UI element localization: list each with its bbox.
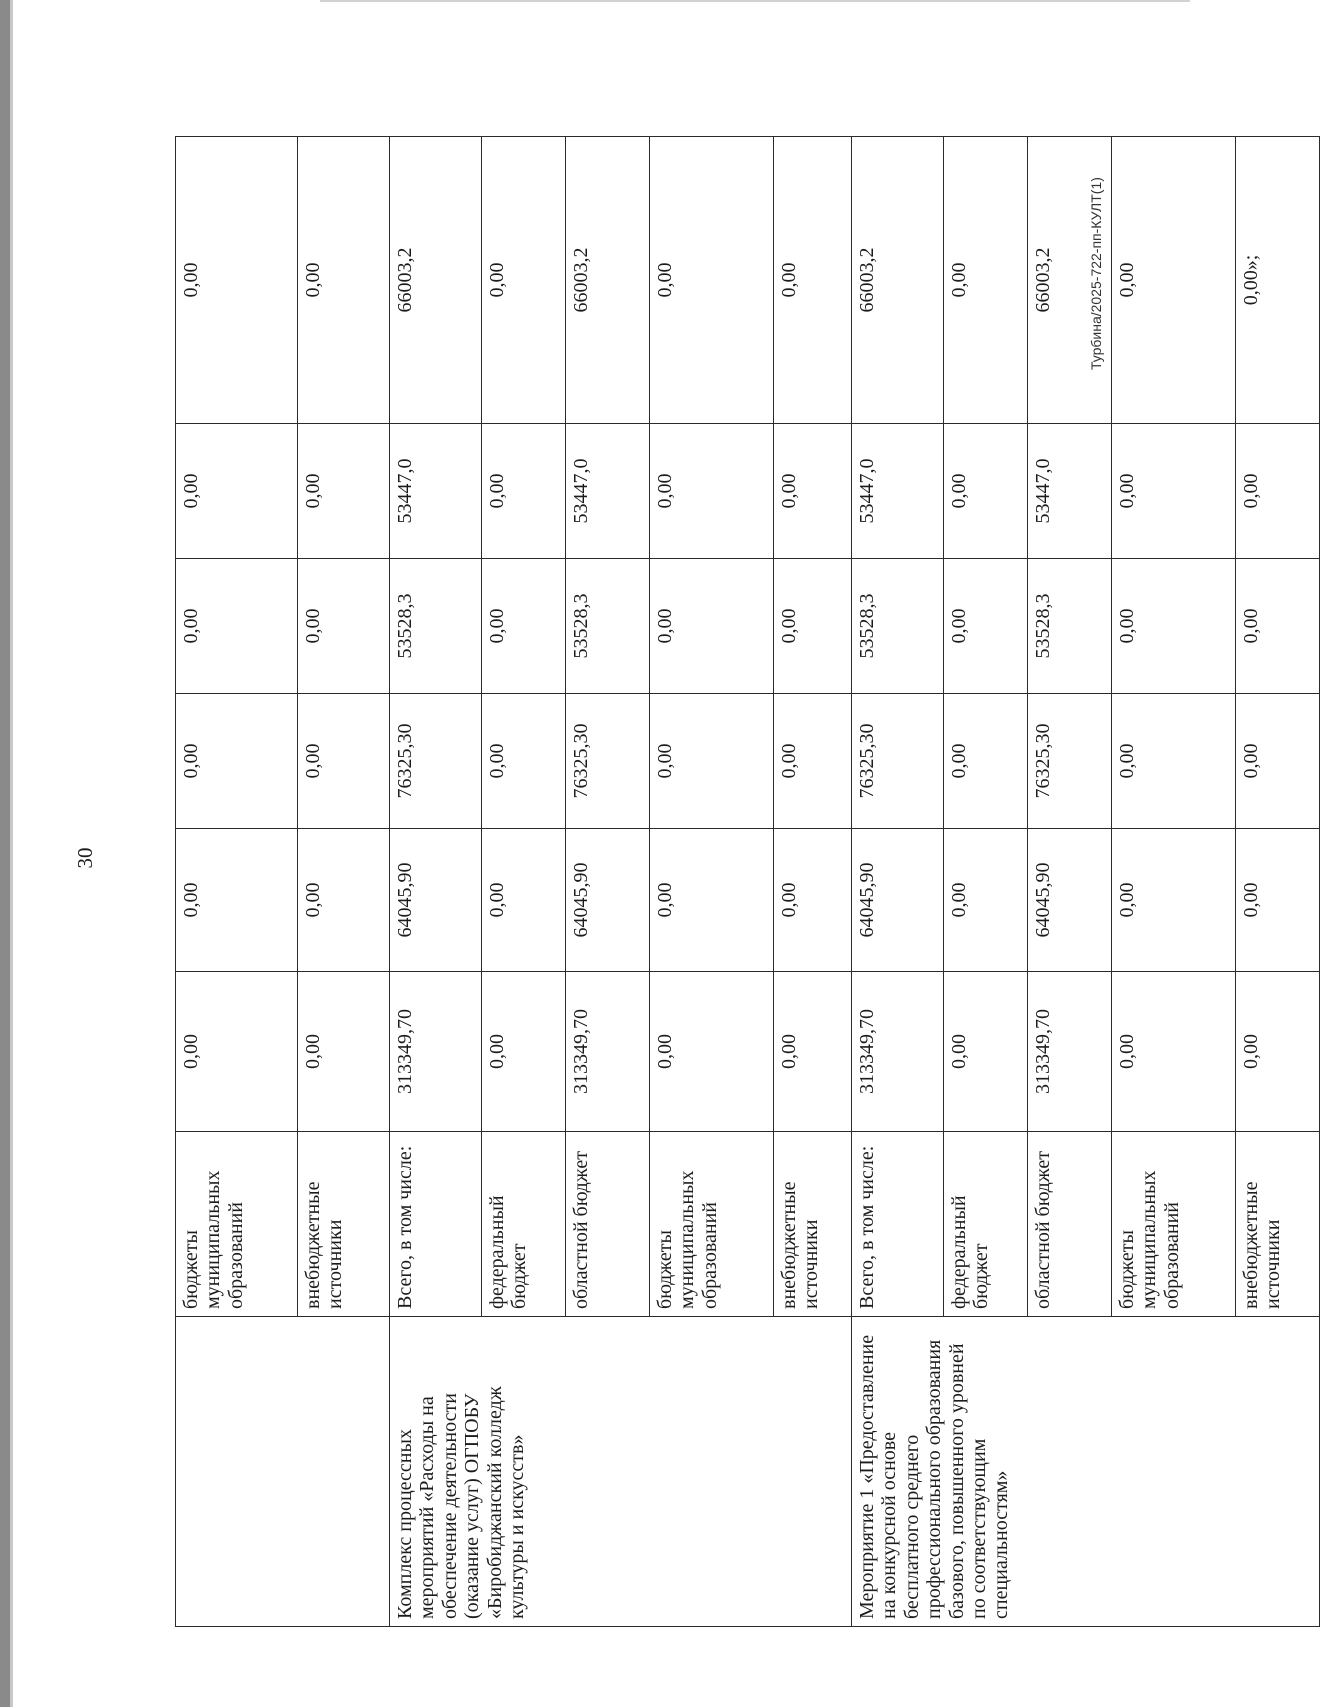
funding-source-cell: бюджеты муниципальных образований	[650, 1132, 774, 1317]
amount-cell: 66003,2	[1028, 137, 1112, 424]
amount-cell: 313349,70	[1028, 972, 1112, 1132]
page-number: 30	[73, 847, 97, 869]
amount-cell: 53447,0	[390, 424, 482, 559]
table-row	[852, 137, 944, 1627]
amount-cell: 0,00	[482, 137, 566, 424]
amount-cell: 0,00	[650, 972, 774, 1132]
amount-cell: 53447,0	[566, 424, 650, 559]
funding-source-cell: внебюджетные источники	[1236, 1132, 1320, 1317]
amount-cell: 0,00	[1112, 137, 1236, 424]
amount-cell: 76325,30	[852, 694, 944, 829]
amount-cell: 53528,3	[852, 559, 944, 694]
amount-cell: 0,00	[774, 137, 852, 424]
amount-cell: 0,00	[176, 829, 298, 972]
amount-cell: 313349,70	[566, 972, 650, 1132]
amount-cell: 0,00	[650, 694, 774, 829]
amount-cell: 0,00	[1112, 972, 1236, 1132]
amount-cell: 76325,30	[390, 694, 482, 829]
amount-cell: 0,00	[482, 972, 566, 1132]
activity-label-cell	[176, 1317, 390, 1627]
amount-cell: 0,00	[650, 559, 774, 694]
table-row	[390, 137, 482, 1627]
amount-cell: 0,00	[774, 559, 852, 694]
amount-cell: 0,00	[650, 137, 774, 424]
amount-cell: 64045,90	[1028, 829, 1112, 972]
funding-source-cell: Всего, в том числе:	[852, 1132, 944, 1317]
amount-cell: 0,00	[176, 972, 298, 1132]
amount-cell: 0,00	[298, 559, 390, 694]
amount-cell: 0,00	[176, 137, 298, 424]
funding-source-cell: областной бюджет	[566, 1132, 650, 1317]
amount-cell: 0,00	[298, 972, 390, 1132]
amount-cell: 0,00	[176, 559, 298, 694]
funding-source-cell: бюджеты муниципальных образований	[176, 1132, 298, 1317]
amount-cell: 64045,90	[390, 829, 482, 972]
scan-edge-shadow	[0, 0, 10, 1707]
amount-cell: 66003,2	[566, 137, 650, 424]
amount-cell: 66003,2	[852, 137, 944, 424]
amount-cell: 64045,90	[566, 829, 650, 972]
amount-cell: 0,00	[944, 424, 1028, 559]
amount-cell: 0,00	[774, 829, 852, 972]
amount-cell: 0,00	[1112, 829, 1236, 972]
amount-cell: 0,00	[774, 972, 852, 1132]
amount-cell: 53528,3	[1028, 559, 1112, 694]
amount-cell: 0,00	[944, 694, 1028, 829]
amount-cell: 0,00	[650, 829, 774, 972]
funding-source-cell: Всего, в том числе:	[390, 1132, 482, 1317]
funding-source-cell: внебюджетные источники	[298, 1132, 390, 1317]
amount-cell: 0,00	[482, 559, 566, 694]
amount-cell: 76325,30	[1028, 694, 1112, 829]
activity-label-cell: Мероприятие 1 «Предоставление на конкурсной основе бесплатного среднего профессионального образования базового, повышенного уровней по соответствующим специальностям»	[852, 1317, 1320, 1627]
scan-edge-shadow	[10, 0, 13, 1707]
amount-cell: 0,00	[944, 559, 1028, 694]
amount-cell: 0,00	[482, 829, 566, 972]
amount-cell: 0,00	[944, 972, 1028, 1132]
funding-source-cell: внебюджетные источники	[774, 1132, 852, 1317]
amount-cell: 53528,3	[566, 559, 650, 694]
amount-cell: 64045,90	[852, 829, 944, 972]
amount-cell: 0,00	[650, 424, 774, 559]
amount-cell: 0,00	[482, 424, 566, 559]
activity-label-cell: Комплекс процессных мероприятий «Расходы на обеспечение деятельности (оказание услуг) ОГПОБУ «Биробиджанский колледж культуры и искусств»	[390, 1317, 852, 1627]
amount-cell: 313349,70	[390, 972, 482, 1132]
scan-top-edge	[320, 0, 1190, 2]
amount-cell: 0,00	[774, 694, 852, 829]
funding-source-cell: федеральный бюджет	[482, 1132, 566, 1317]
amount-cell: 0,00	[1236, 972, 1320, 1132]
amount-cell: 313349,70	[852, 972, 944, 1132]
amount-cell: 0,00	[298, 694, 390, 829]
amount-cell: 53447,0	[852, 424, 944, 559]
amount-cell: 0,00	[1236, 424, 1320, 559]
amount-cell: 53528,3	[390, 559, 482, 694]
amount-cell: 0,00	[774, 424, 852, 559]
amount-cell: 0,00	[1236, 559, 1320, 694]
amount-cell: 0,00	[1112, 424, 1236, 559]
amount-cell: 66003,2	[390, 137, 482, 424]
amount-cell: 76325,30	[566, 694, 650, 829]
table-row	[176, 137, 298, 1627]
amount-cell: 0,00	[298, 829, 390, 972]
amount-cell: 0,00	[298, 137, 390, 424]
amount-cell: 0,00	[944, 829, 1028, 972]
amount-cell: 0,00	[1236, 829, 1320, 972]
amount-cell: 0,00	[298, 424, 390, 559]
funding-source-cell: федеральный бюджет	[944, 1132, 1028, 1317]
funding-source-cell: бюджеты муниципальных образований	[1112, 1132, 1236, 1317]
document-code: Турбина/2025-722-пп-КУЛТ(1)	[1088, 177, 1104, 370]
amount-cell: 0,00	[1112, 694, 1236, 829]
funding-table	[175, 136, 1320, 1627]
amount-cell: 53447,0	[1028, 424, 1112, 559]
amount-cell: 0,00	[1236, 694, 1320, 829]
amount-cell: 0,00	[1112, 559, 1236, 694]
amount-cell: 0,00	[482, 694, 566, 829]
amount-cell: 0,00»;	[1236, 137, 1320, 424]
amount-cell: 0,00	[176, 424, 298, 559]
amount-cell: 0,00	[176, 694, 298, 829]
funding-source-cell: областной бюджет	[1028, 1132, 1112, 1317]
amount-cell: 0,00	[944, 137, 1028, 424]
